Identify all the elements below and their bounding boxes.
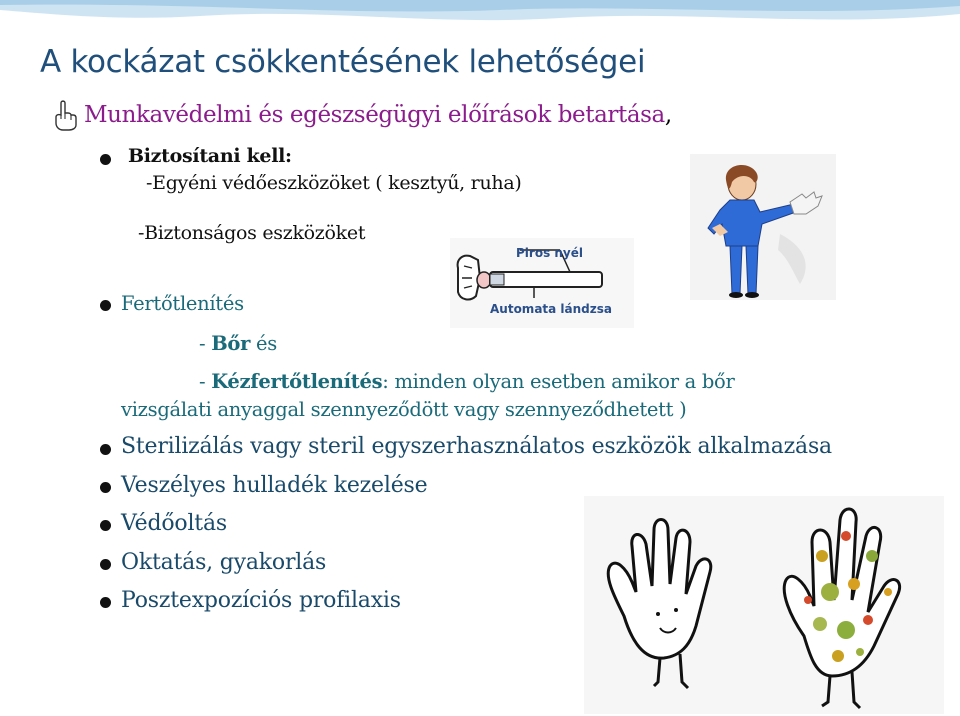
lancet-label-red-handle: Piros nyél bbox=[516, 246, 584, 260]
bullet-dot bbox=[100, 482, 111, 493]
bullet-sterilization: Sterilizálás vagy steril egyszerhasználatos eszközök alkalmazása bbox=[121, 434, 832, 459]
bullet-dot bbox=[100, 559, 111, 570]
hand-prefix: - bbox=[199, 370, 212, 393]
nurse-gloves-illustration bbox=[690, 154, 836, 300]
slide-title: A kockázat csökkentésének lehetőségei bbox=[40, 44, 646, 80]
subtitle-comma: , bbox=[664, 102, 673, 128]
hand-bold: Kézfertőtlenítés bbox=[211, 370, 383, 393]
hands-illustration bbox=[584, 496, 944, 714]
skin-prefix: - bbox=[199, 332, 212, 355]
bullet-vaccination: Védőoltás bbox=[121, 511, 227, 536]
hand-disinfection-continued: vizsgálati anyaggal szennyeződött vagy szennyeződhetett ) bbox=[121, 398, 687, 421]
skin-rest: és bbox=[250, 332, 277, 355]
skin-bold: Bőr bbox=[211, 332, 251, 355]
hand-disinfection-line bbox=[199, 370, 735, 393]
bullet-hazardous-waste: Veszélyes hulladék kezelése bbox=[121, 473, 428, 498]
insurance-heading: Biztosítani kell: bbox=[128, 145, 292, 167]
insurance-line-ppe: -Egyéni védőeszközöket ( kesztyű, ruha) bbox=[146, 172, 522, 194]
insurance-line-tools: -Biztonságos eszközöket bbox=[138, 222, 366, 244]
subtitle: Munkavédelmi és egészségügyi előírások betartása bbox=[84, 102, 665, 128]
hand-rest: : minden olyan esetben amikor a bőr bbox=[382, 370, 735, 393]
bullet-training: Oktatás, gyakorlás bbox=[121, 550, 327, 575]
bullet-dot bbox=[100, 520, 111, 531]
disinfection-heading: Fertőtlenítés bbox=[121, 292, 244, 315]
bullet-post-exposure: Posztexpozíciós profilaxis bbox=[121, 588, 401, 613]
subtitle-row bbox=[52, 99, 672, 131]
top-wave-decoration bbox=[0, 0, 960, 40]
pointing-hand-icon bbox=[52, 99, 80, 131]
lancet-illustration bbox=[450, 238, 634, 328]
skin-line bbox=[199, 332, 277, 355]
lancet-label-automatic: Automata lándzsa bbox=[490, 302, 612, 316]
bullet-dot bbox=[100, 300, 111, 311]
bullet-dot bbox=[100, 444, 111, 455]
bullet-dot bbox=[100, 154, 111, 165]
bullet-dot bbox=[100, 597, 111, 608]
